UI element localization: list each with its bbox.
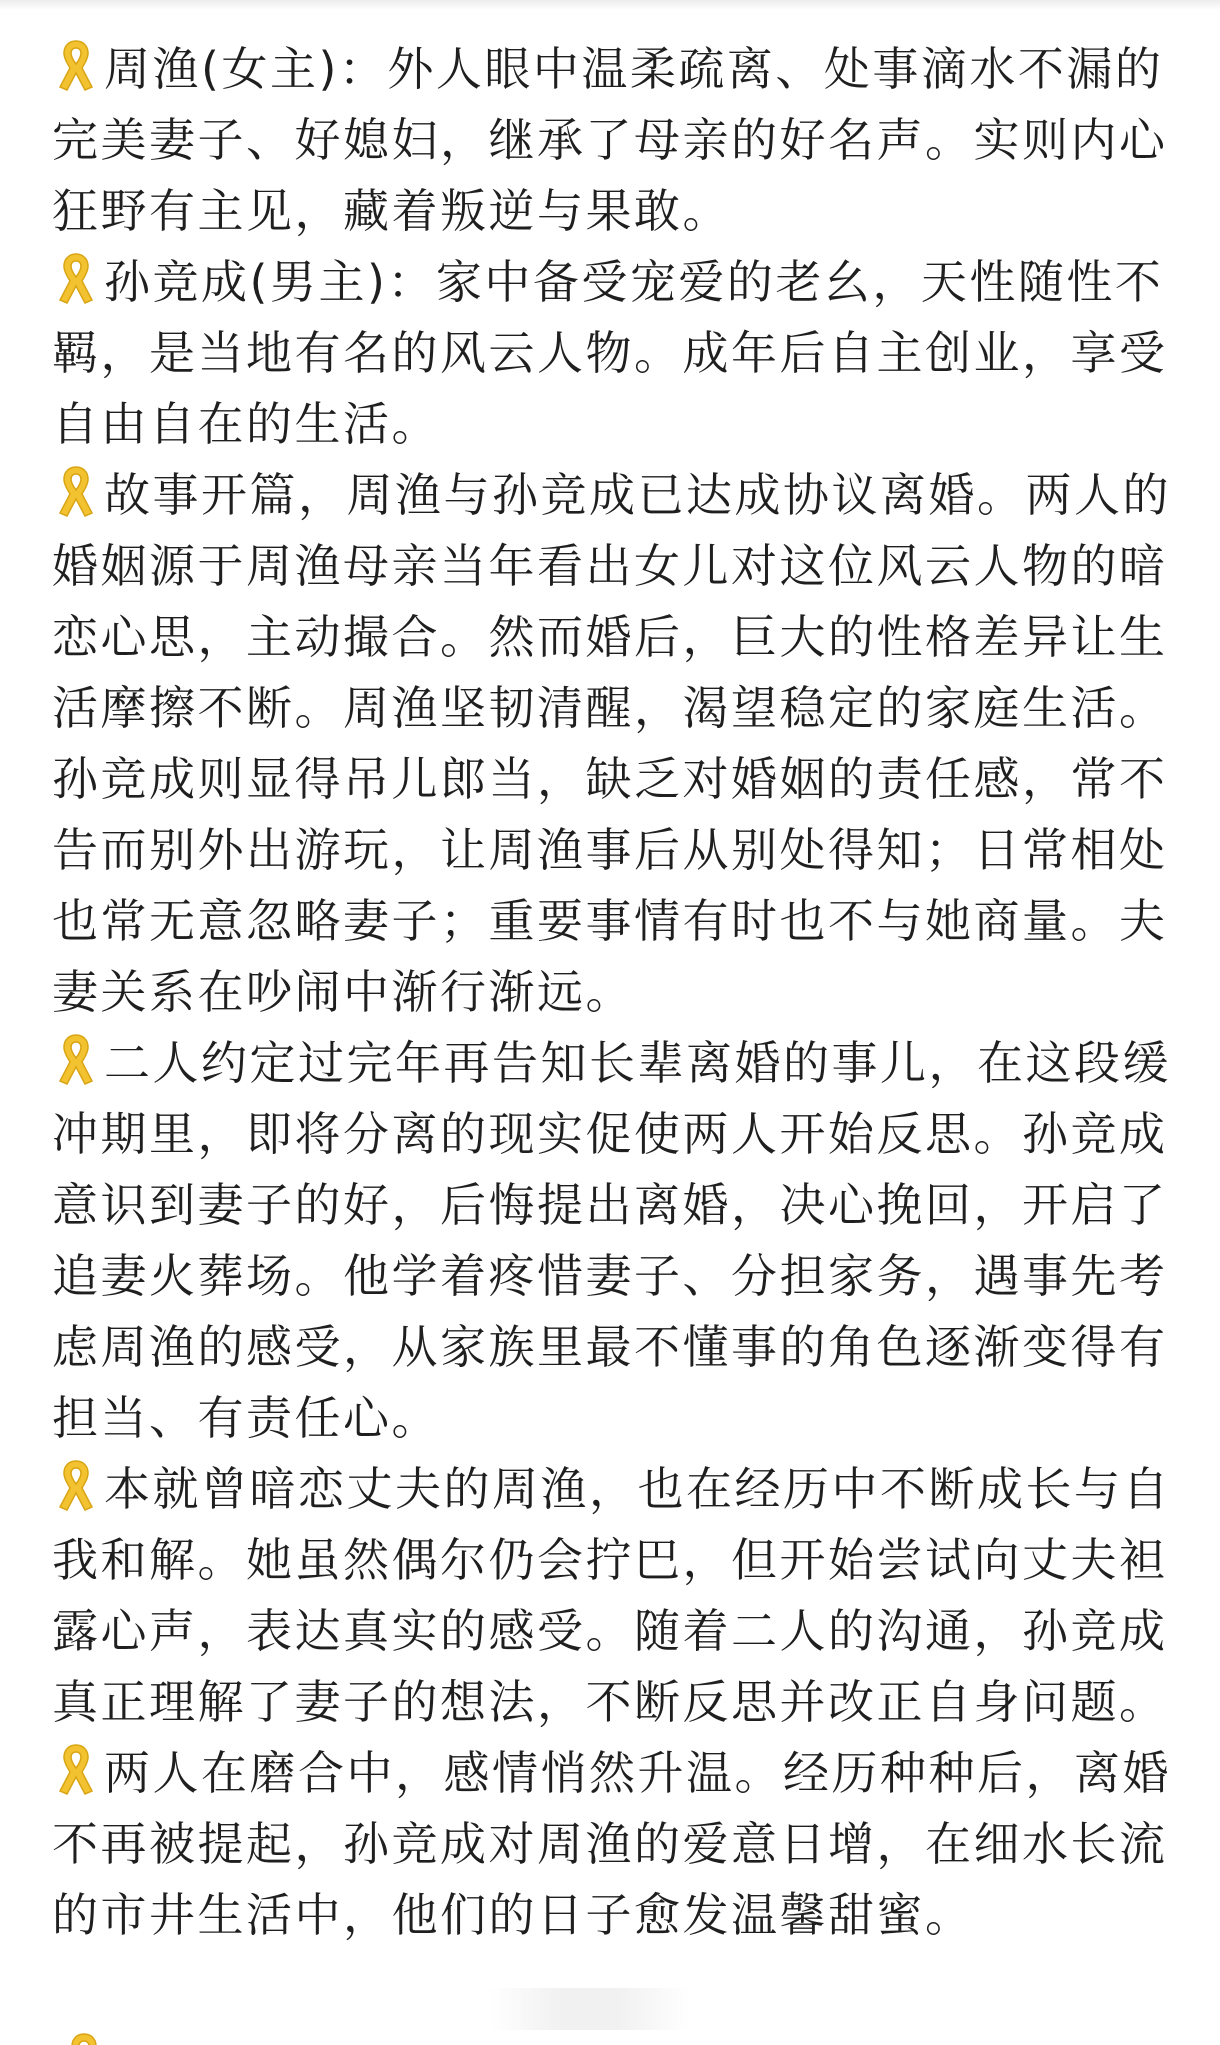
paragraph-story-opening — [52, 460, 1172, 1028]
yellow-ribbon-icon — [52, 463, 100, 519]
yellow-ribbon-icon — [52, 1031, 100, 1087]
yellow-ribbon-icon — [52, 250, 100, 306]
paragraph-ending — [52, 1738, 1172, 1951]
yellow-ribbon-icon — [60, 2030, 108, 2045]
paragraph-text: 故事开篇，周渔与孙竞成已达成协议离婚。两人的婚姻源于周渔母亲当年看出女儿对这位风云人物的暗恋心思，主动撮合。然而婚后，巨大的性格差异让生活摩擦不断。周渔坚韧清醒，渴望稳定的家庭生活。孙竞成则显得吊儿郎当，缺乏对婚姻的责任感，常不告而别外出游玩，让周渔事后从别处得知；日常相处也常无意忽略妻子；重要事情有时也不与她商量。夫妻关系在吵闹中渐行渐远。 — [52, 468, 1171, 1019]
paragraph-growth — [52, 1454, 1172, 1738]
paragraph-hero — [52, 247, 1172, 460]
yellow-ribbon-icon — [52, 37, 100, 93]
paragraph-text: 二人约定过完年再告知长辈离婚的事儿，在这段缓冲期里，即将分离的现实促使两人开始反思。孙竞成意识到妻子的好，后悔提出离婚，决心挽回，开启了追妻火葬场。他学着疼惜妻子、分担家务，遇事先考虑周渔的感受，从家族里最不懂事的角色逐渐变得有担当、有责任心。 — [52, 1036, 1171, 1445]
paragraph-heroine — [52, 34, 1172, 247]
article-body — [52, 34, 1172, 1951]
paragraph-reflection — [52, 1028, 1172, 1454]
top-divider — [0, 0, 1220, 10]
paragraph-text: 周渔(女主)：外人眼中温柔疏离、处事滴水不漏的完美妻子、好媳妇，继承了母亲的好名声。实则内心狂野有主见，藏着叛逆与果敢。 — [52, 42, 1168, 238]
watermark-overlay — [490, 1988, 690, 2030]
paragraph-text: 本就曾暗恋丈夫的周渔，也在经历中不断成长与自我和解。她虽然偶尔仍会拧巴，但开始尝试向丈夫袒露心声，表达真实的感受。随着二人的沟通，孙竞成真正理解了妻子的想法，不断反思并改正自身问题。 — [52, 1462, 1171, 1729]
paragraph-text: 孙竞成(男主)：家中备受宠爱的老幺，天性随性不羁，是当地有名的风云人物。成年后自主创业，享受自由自在的生活。 — [52, 255, 1168, 451]
yellow-ribbon-icon — [52, 1741, 100, 1797]
yellow-ribbon-icon — [52, 1457, 100, 1513]
paragraph-text: 两人在磨合中，感情悄然升温。经历种种后，离婚不再被提起，孙竞成对周渔的爱意日增，在细水长流的市井生活中，他们的日子愈发温馨甜蜜。 — [52, 1746, 1171, 1942]
